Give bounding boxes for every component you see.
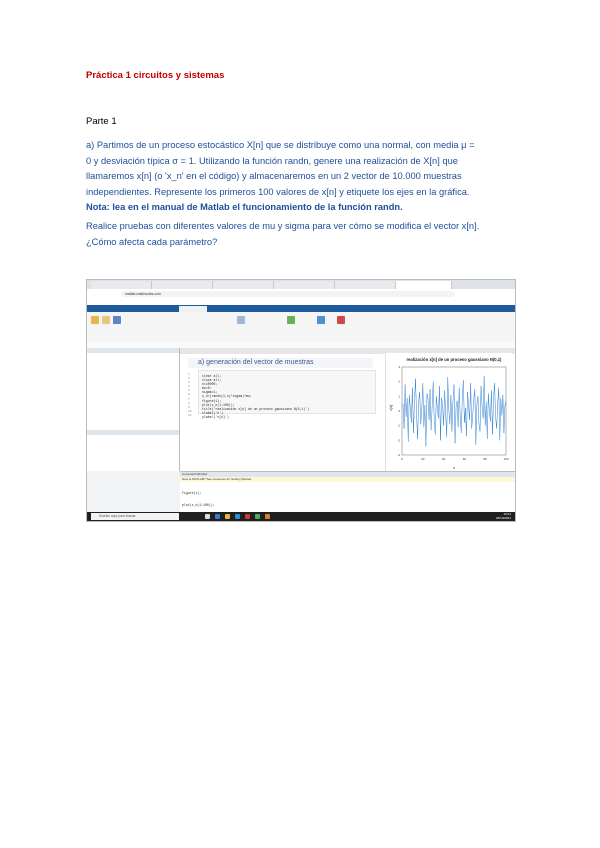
plot-frame — [402, 367, 506, 455]
y-tick-label: -2 — [397, 438, 400, 443]
x-axis-label: n — [453, 466, 455, 470]
section-icon — [237, 316, 245, 324]
line-number: 2 — [188, 377, 190, 381]
para-line: llamaremos x[n] (o 'x_n' en el código) y almacenaremos en un 2 vector de 10.000 muestras — [86, 171, 462, 181]
code-line: plot(x_n(1:100)); — [202, 402, 235, 407]
y-tick-label: 0 — [398, 409, 400, 413]
save-icon — [113, 316, 121, 324]
para-line: 0 y desviación típica σ = 1. Utilizando la función randn, genere una realización de X[n] que — [86, 155, 458, 166]
new-icon — [91, 316, 99, 324]
line-chart — [386, 353, 512, 471]
code-block — [198, 370, 376, 419]
matlab-icon — [265, 514, 270, 519]
code-line: close all; — [202, 378, 222, 383]
code-line: mu=0; — [202, 386, 212, 391]
y-tick-label: 3 — [398, 365, 400, 369]
question-paragraph — [86, 219, 526, 250]
open-icon — [102, 316, 110, 324]
code-line: xlabel('n') — [202, 410, 224, 415]
y-tick-label: 1 — [398, 394, 400, 399]
line-numbers — [188, 373, 192, 418]
line-number: 7 — [188, 397, 190, 401]
command-line: figure(1); — [182, 491, 202, 495]
code-line: title('realización x[n] de un proceso gaussiano N(0,1)') — [202, 406, 310, 411]
clock-time: 19:01 — [503, 512, 511, 516]
url-field: matlab.mathworks.com — [121, 291, 455, 297]
command-line: plot(x_n(1:100)); — [182, 503, 215, 507]
x-tick-label: 0 — [401, 457, 403, 461]
line-number: 4 — [188, 385, 190, 389]
line-number: 3 — [188, 381, 190, 385]
step-icon — [317, 316, 325, 324]
clock-date: 28/10/2021 — [495, 515, 511, 520]
current-folder-header — [87, 348, 179, 353]
windows-taskbar — [87, 512, 515, 521]
code-line: x_n=(randn(1,n)*sigma)+mu; — [202, 394, 252, 399]
browser-tab — [91, 281, 152, 289]
exercise-paragraph — [86, 138, 526, 216]
live-section-header: a) generación del vector de muestras — [188, 358, 373, 368]
browser-tab — [335, 281, 396, 289]
matlab-toolstrip-tabs — [87, 305, 515, 312]
taskbar-clock — [496, 513, 511, 520]
chart-title: realización x[n] de un proceso gaussiano N(0,1) — [406, 357, 502, 362]
line-number: 9 — [188, 405, 190, 409]
x-tick-label: 40 — [441, 457, 446, 461]
live-editor — [180, 348, 515, 471]
left-panels — [87, 348, 180, 471]
stop-icon — [337, 316, 345, 324]
command-window-note: New to MATLAB? See resources for Getting Started. — [180, 477, 515, 482]
line-number: 11 — [188, 413, 192, 417]
run-icon — [287, 316, 295, 324]
command-window-header: Command Window — [180, 472, 515, 477]
office-icon — [245, 514, 250, 519]
y-axis-label: x[n] — [389, 405, 393, 411]
edge-icon — [215, 514, 220, 519]
doc-title: Práctica 1 circuitos y sistemas — [86, 70, 225, 81]
y-tick-label: 2 — [398, 379, 400, 384]
x-tick-label: 20 — [421, 457, 425, 461]
line-number: 6 — [188, 393, 190, 397]
mail-icon — [235, 514, 240, 519]
para-line: Realice pruebas con diferentes valores de mu y sigma para ver cómo se modifica el vector x[n]. — [86, 221, 480, 231]
matlab-ribbon — [87, 312, 515, 343]
code-line: clear all; — [202, 374, 222, 378]
para-line: independientes. Represente los primeros 100 valores de x[n] y etiquete los ejes en la gráfica. — [86, 186, 470, 197]
code-line: figure(1); — [202, 398, 222, 403]
command-window — [180, 471, 515, 513]
chrome-icon — [255, 514, 260, 519]
series-line — [403, 376, 506, 446]
line-number: 1 — [188, 373, 190, 376]
x-tick-label: 80 — [483, 457, 487, 461]
line-number: 5 — [188, 389, 190, 393]
y-tick-label: -1 — [397, 423, 400, 428]
line-number: 8 — [188, 401, 190, 405]
browser-tab — [213, 281, 274, 289]
browser-tab — [274, 281, 335, 289]
x-tick-label: 60 — [462, 457, 467, 461]
para-line: ¿Cómo afecta cada parámetro? — [86, 236, 218, 247]
explorer-icon — [225, 514, 230, 519]
browser-tab-active — [396, 281, 452, 289]
x-tick-label: 100 — [503, 457, 509, 461]
code-line: sigma=1; — [202, 390, 218, 395]
workspace-header — [87, 430, 179, 435]
note-line: Nota: lea en el manual de Matlab el funcionamiento de la función randn. — [86, 202, 403, 212]
matlab-screenshot — [86, 279, 516, 522]
figure-output — [385, 353, 512, 471]
part-heading: Parte 1 — [86, 116, 117, 127]
code-line: n=10000; — [202, 382, 218, 387]
plot-marks — [403, 376, 506, 446]
line-number: 10 — [188, 409, 192, 413]
code-line: ylabel('x[n]') — [202, 414, 229, 419]
browser-tab — [152, 281, 213, 289]
taskbar-search[interactable]: Escribe aquí para buscar — [91, 513, 179, 520]
browser-tabs — [87, 280, 515, 289]
y-tick-label: -3 — [397, 453, 400, 457]
task-view-icon — [205, 514, 210, 519]
para-line: a) Partimos de un proceso estocástico X[n] que se distribuye como una normal, con media μ = — [86, 140, 475, 150]
